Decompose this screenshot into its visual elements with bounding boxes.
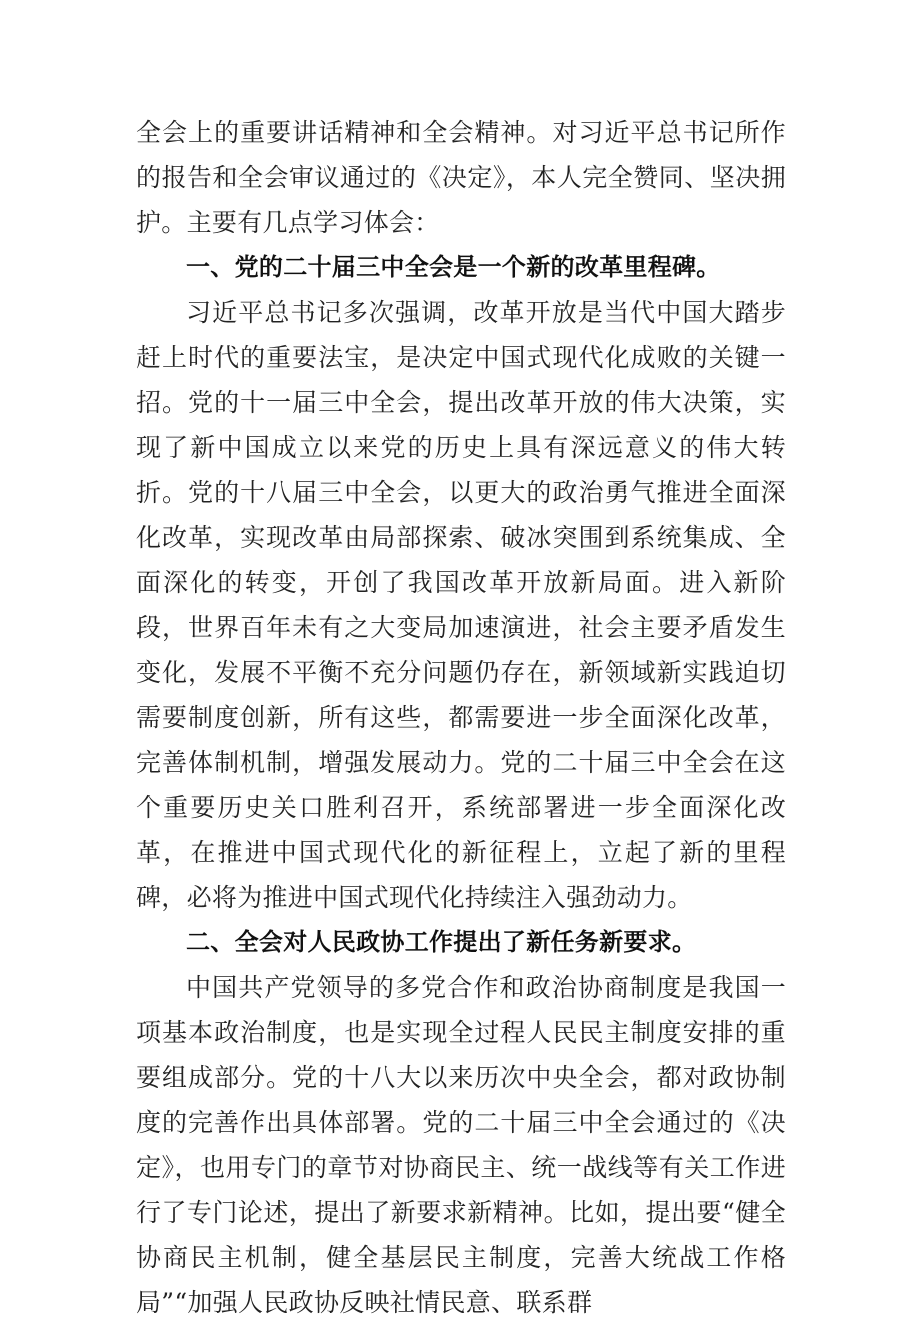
section-heading-1: 一、党的二十届三中全会是一个新的改革里程碑。 [186,253,721,281]
section-heading-2: 二、全会对人民政协工作提出了新任务新要求。 [186,928,697,956]
paragraph-section-1: 习近平总书记多次强调，改革开放是当代中国大踏步赶上时代的重要法宝，是决定中国式现代化成败的关键一招。党的十一届三中全会，提出改革开放的伟大决策，实现了新中国成立以来党的历史上具有深远意义的伟大转折。党的十八届三中全会，以更大的政治勇气推进全面深化改革，实现改革由局部探索、破冰突围到系统集成、全面深化的转变，开创了我国改革开放新局面。进入新阶段，世界百年未有之大变局加速演进，社会主要矛盾发生变化，发展不平衡不充分问题仍存在，新领域新实践迫切需要制度创新，所有这些，都需要进一步全面深化改革，完善体制机制，增强发展动力。党的二十届三中全会在这个重要历史关口胜利召开，系统部署进一步全面深化改革，在推进中国式现代化的新征程上，立起了新的里程碑，必将为推进中国式现代化持续注入强劲动力。 [136,298,786,912]
document-body [136,110,786,1325]
paragraph-section-2: 中国共产党领导的多党合作和政治协商制度是我国一项基本政治制度，也是实现全过程人民民主制度安排的重要组成部分。党的十八大以来历次中央全会，都对政协制度的完善作出具体部署。党的二十届三中全会通过的《决定》，也用专门的章节对协商民主、统一战线等有关工作进行了专门论述，提出了新要求新精神。比如，提出要“健全协商民主机制，健全基层民主制度，完善大统战工作格局”“加强人民政协反映社情民意、联系群 [136,973,786,1317]
paragraph-intro: 全会上的重要讲话精神和全会精神。对习近平总书记所作的报告和全会审议通过的《决定》，本人完全赞同、坚决拥护。主要有几点学习体会： [136,118,786,237]
